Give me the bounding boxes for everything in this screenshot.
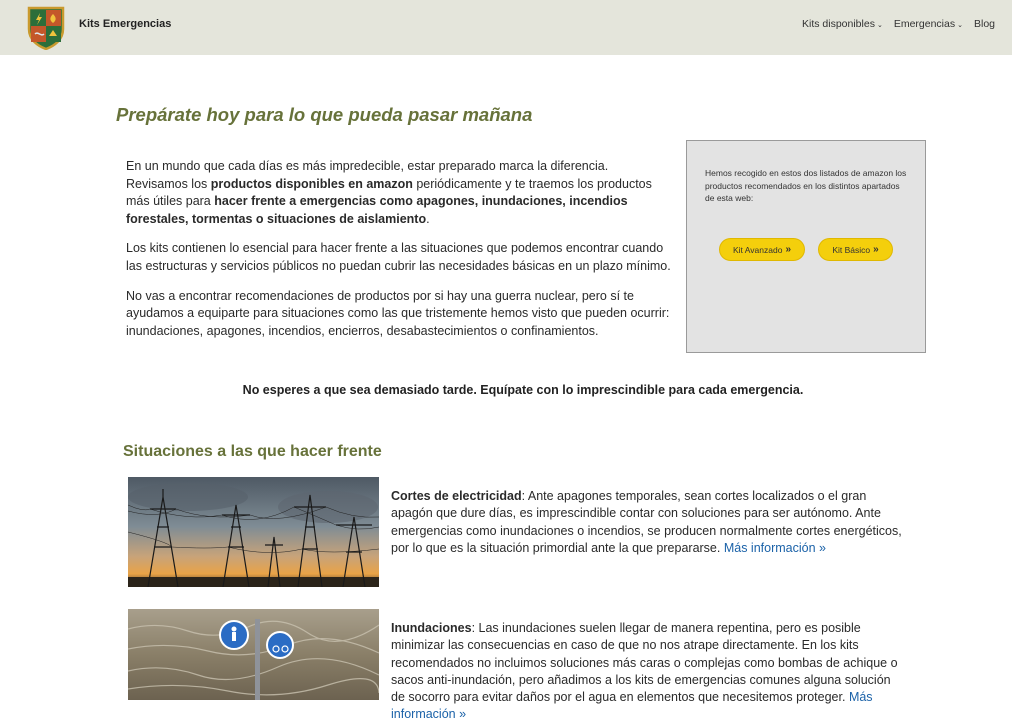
power-lines-image [128,477,379,587]
power-outage-body: : Ante apagones temporales, sean cortes localizados o el gran apagón que dure días, es imprescindible contar con soluciones para ser autónomo. Ante emergencias como inundaciones o incendios, se producen normalmente cortes energéticos, por lo que es la situación primordial ante la que prepararse. [391,489,902,555]
site-header [0,0,1012,55]
intro-text-fragment: periódicamente y te traemos los productos más útiles para [126,176,652,209]
situations-title: Situaciones a las que hacer frente [123,443,382,460]
shield-logo-icon[interactable] [26,5,66,50]
kit-avanzado-label: Kit Avanzado [732,244,783,255]
intro-paragraph-1 [126,158,671,228]
intro-highlight: productos disponibles en amazon [210,176,413,191]
chevron-down-icon: ⌄ [957,22,963,29]
call-to-action: No esperes a que sea demasiado tarde. Equípate con lo imprescindible para cada emergencia. [242,383,804,397]
intro-text-fragment: En un mundo que cada días es más impredecible, estar preparado marca la diferencia. Revisamos los [126,159,609,191]
amazon-lists-box [686,140,926,353]
power-outage-description [391,488,906,557]
amazon-lists-text: Hemos recogido en estos dos listados de amazon los productos recomendados en los distintos apartados de esta web: [705,168,907,203]
intro-text [126,158,671,352]
double-chevron-right-icon: » [873,244,879,255]
chevron-down-icon: ⌄ [876,22,883,29]
flood-image [128,609,379,700]
flood-heading: Inundaciones [391,621,472,635]
intro-paragraph-3: No vas a encontrar recomendaciones de productos por si hay una guerra nuclear, pero sí te ayudamos a equiparte para situaciones como las que tristemente hemos visto que pueden ocurrir: inundaciones, apagones, incendios, encierros, desabastecimientos o confinamientos. [126,288,670,338]
flood-description [391,620,906,724]
nav-item-kits-disponibles[interactable] [802,18,883,30]
intro-highlight: hacer frente a emergencias como apagones, inundaciones, incendios forestales, tormentas o situaciones de aislamiento [126,194,628,226]
kit-basico-label: Kit Básico [832,244,871,255]
flood-more-link[interactable]: Más información » [391,690,873,722]
brand-name[interactable]: Kits Emergencias [79,18,172,30]
nav-item-blog[interactable] [974,18,995,30]
double-chevron-right-icon: » [785,244,792,255]
main-nav [802,18,995,30]
nav-label: Kits disponibles [801,18,875,30]
nav-label: Emergencias [893,18,956,30]
page-title: Prepárate hoy para lo que pueda pasar mañana [116,104,533,125]
nav-item-emergencias[interactable] [894,18,963,30]
intro-paragraph-2: Los kits contienen lo esencial para hacer frente a las situaciones que podemos encontrar cuando las estructuras y servicios públicos no puedan cubrir las necesidades básicas en un plazo mínimo. [126,241,671,273]
flood-body: : Las inundaciones suelen llegar de manera repentina, pero es posible minimizar las consecuencias en caso de que no nos atrape directamente. En los kits recomendados no incluimos soluciones más caras o complejas como bombas de achique o sacos anti-inundación, pero añadimos a los kits de emergencias comunes alguna solución de socorro para evitar daños por el agua en elementos que necesitemos proteger. [391,621,898,705]
intro-text-fragment: . [426,211,430,226]
power-outage-more-link[interactable]: Más información » [723,540,826,555]
kit-avanzado-button[interactable] [719,238,805,261]
kit-basico-button[interactable] [818,238,893,261]
power-outage-heading: Cortes de electricidad [391,489,522,503]
nav-label: Blog [973,18,995,30]
